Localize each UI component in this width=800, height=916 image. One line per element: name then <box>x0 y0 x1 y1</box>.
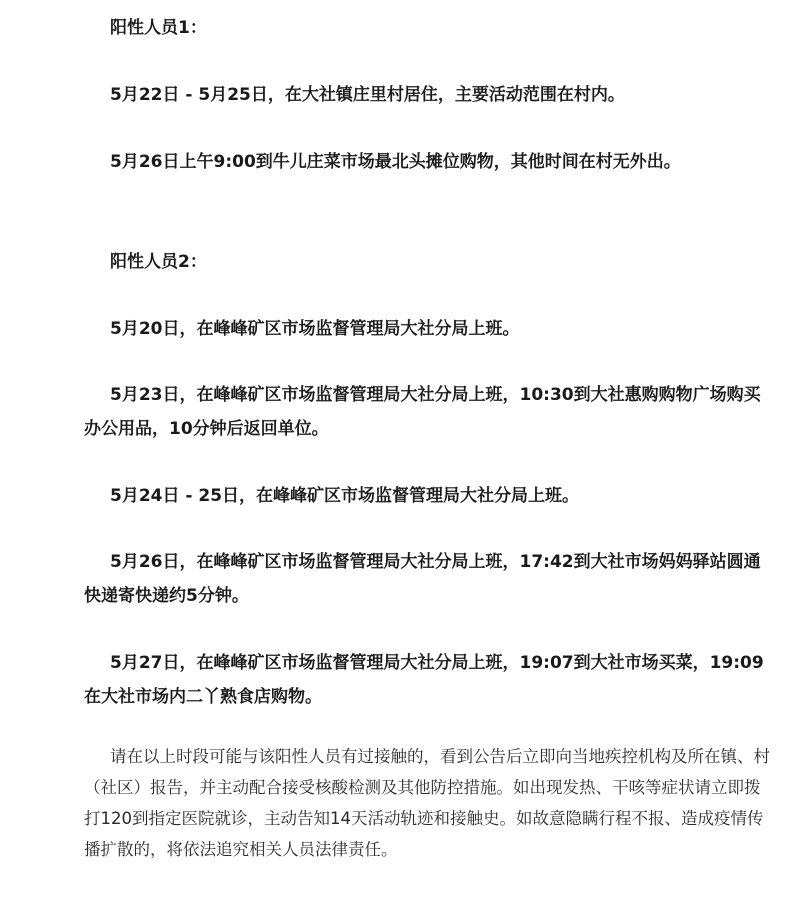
paragraph-person-1-may-26: 5月26日上午9:00到牛儿庄菜市场最北头摊位购物，其他时间在村无外出。 <box>110 152 681 172</box>
paragraph-person-2-may-24-25: 5月24日 - 25日，在峰峰矿区市场监督管理局大社分局上班。 <box>110 486 580 506</box>
heading-positive-person-1: 阳性人员1： <box>110 18 207 38</box>
heading-positive-person-2: 阳性人员2： <box>110 252 207 272</box>
paragraph-person-1-may-22-25: 5月22日 - 5月25日，在大社镇庄里村居住，主要活动范围在村内。 <box>110 85 625 105</box>
paragraph-person-2-may-23: 5月23日，在峰峰矿区市场监督管理局大社分局上班，10:30到大社惠购购物广场购买办公用品，10分钟后返回单位。 <box>84 385 761 439</box>
paragraph-person-2-may-26: 5月26日，在峰峰矿区市场监督管理局大社分局上班，17:42到大社市场妈妈驿站圆通快递寄快递约5分钟。 <box>84 552 761 606</box>
paragraph-person-2-may-20: 5月20日，在峰峰矿区市场监督管理局大社分局上班。 <box>110 319 520 339</box>
notice-paragraph: 请在以上时段可能与该阳性人员有过接触的，看到公告后立即向当地疾控机构及所在镇、村（社区）报告，并主动配合接受核酸检测及其他防控措施。如出现发热、干咳等症状请立即拨打120到指定医院就诊，主动告知14天活动轨迹和接触史。如故意隐瞒行程不报、造成疫情传播扩散的，将依法追究相关人员法律责任。 <box>84 747 770 859</box>
paragraph-person-2-may-27: 5月27日，在峰峰矿区市场监督管理局大社分局上班，19:07到大社市场买菜，19:09在大社市场内二丫熟食店购物。 <box>84 653 764 707</box>
